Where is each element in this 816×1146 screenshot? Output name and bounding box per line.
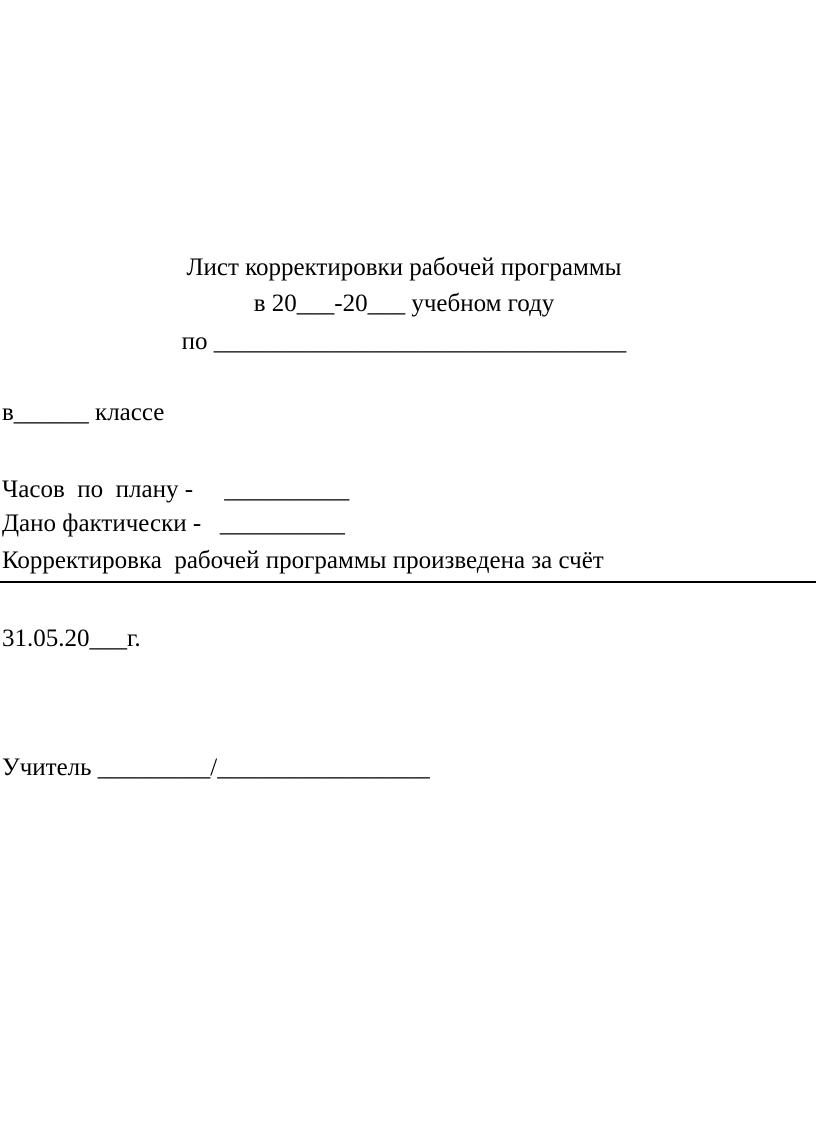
- class-line: в______ классе: [2, 399, 165, 426]
- hours-plan-line: Часов по плану - __________: [2, 476, 350, 503]
- subject-line: по _________________________________: [181, 328, 627, 355]
- correction-reason-line: Корректировка рабочей программы произведена за счёт: [2, 547, 604, 574]
- academic-year-line: в 20___-20___ учебном году: [253, 290, 555, 317]
- teacher-signature-line: Учитель _________/_________________: [2, 754, 430, 781]
- date-line: 31.05.20___г.: [2, 625, 141, 652]
- document-title: Лист корректировки рабочей программы: [186, 254, 622, 281]
- correction-reason-rule: [0, 581, 816, 583]
- hours-actual-line: Дано фактически - __________: [2, 510, 345, 537]
